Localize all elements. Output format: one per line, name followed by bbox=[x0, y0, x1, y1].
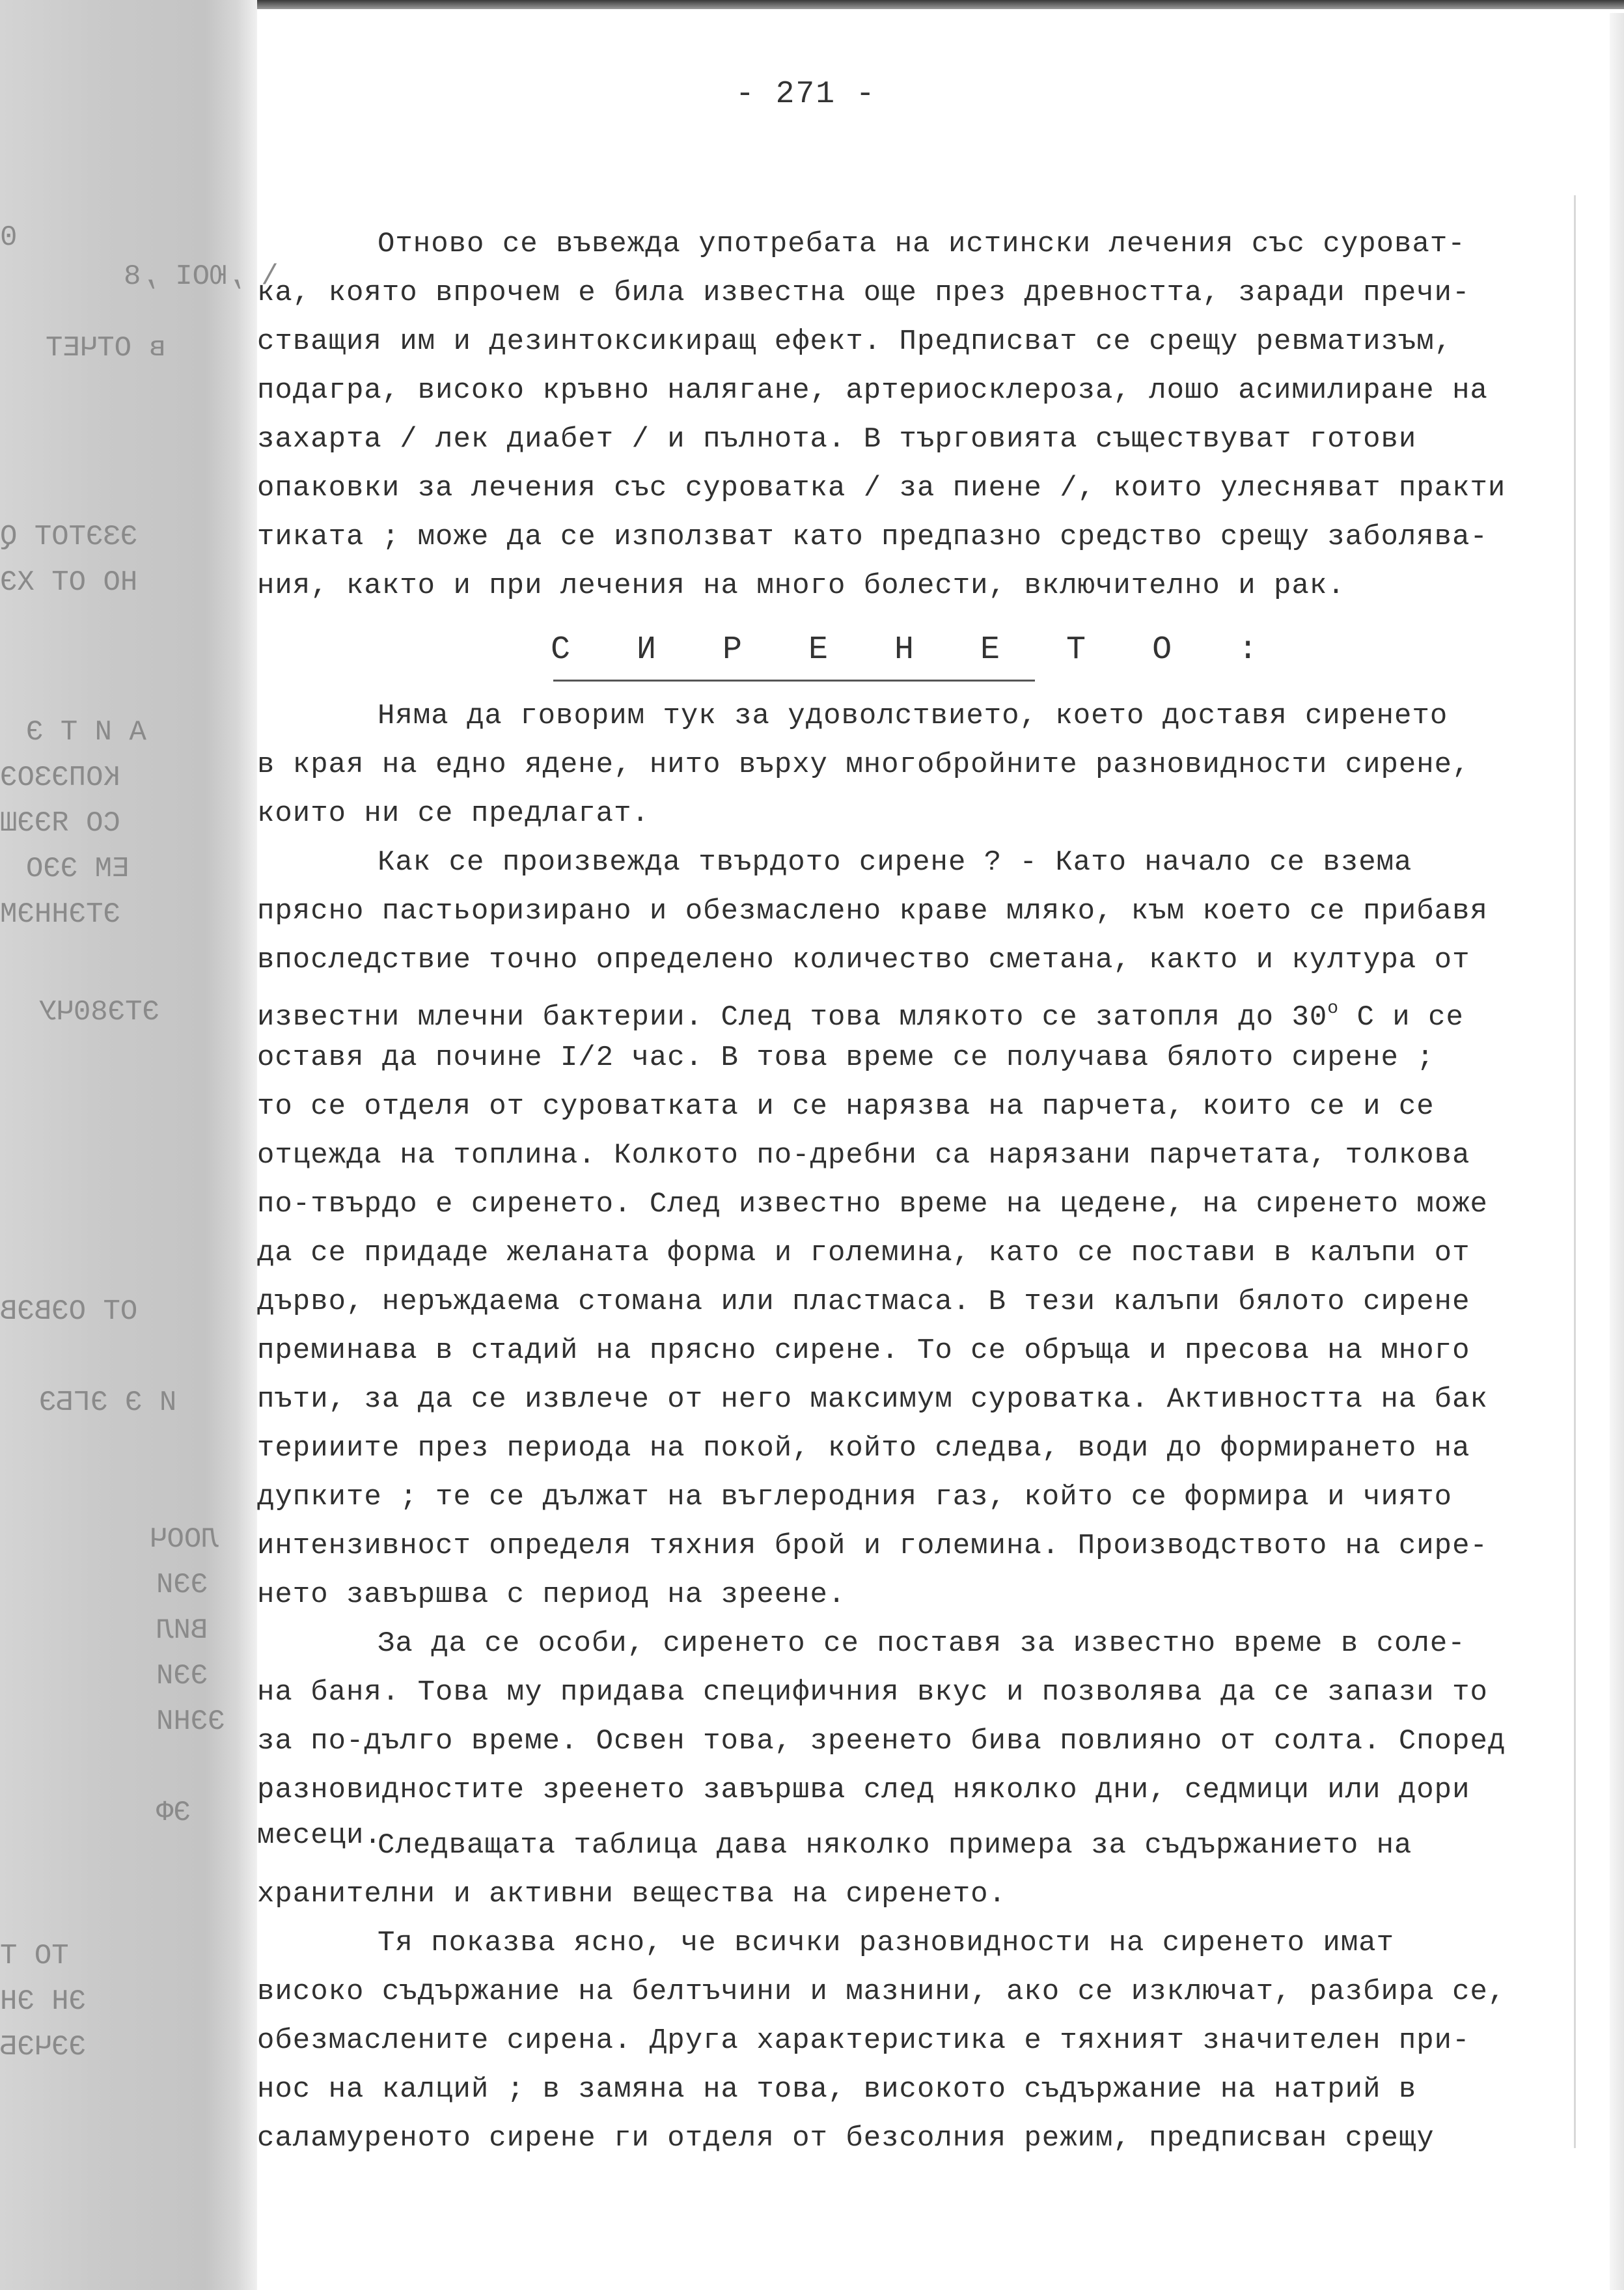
text-line: саламуреното сирене ги отделя от безсолния режим, предписван срещу bbox=[257, 2122, 1435, 2155]
text-line: по-твърдо е сиренето. След известно време на цедене, на сиренето може bbox=[257, 1188, 1488, 1221]
bleed-line: ТО Т bbox=[0, 1940, 69, 1972]
text-line: хранителни и активни вещества на сиренето. bbox=[257, 1878, 1006, 1911]
bleed-line: ЭЗЭТОТ Q bbox=[0, 521, 138, 553]
bleed-line: ВИЛ bbox=[156, 1614, 208, 1647]
text-line: ка, която впрочем е била известна още през древността, заради пречи- bbox=[257, 277, 1470, 309]
bleed-line: ЭТЭННЭМ bbox=[0, 898, 120, 931]
bleed-line: ЭЭЧЭБ bbox=[0, 2031, 87, 2063]
text-line: високо съдържание на белтъчини и мазнини, ако се изключат, разбира се, bbox=[257, 1976, 1506, 2008]
text-line: в края на едно ядене, нито върху многобройните разновидности сирене, bbox=[257, 749, 1470, 781]
text-line: нос на калций ; в замяна на това, високото съдържание на натрий в bbox=[257, 2073, 1417, 2106]
text-line: отцежда на топлина. Колкото по-дребни са нарязани парчетата, толкова bbox=[257, 1139, 1470, 1172]
bleed-line: ЭН ЭН bbox=[0, 1985, 87, 2018]
text-line: които ни се предлагат. bbox=[257, 797, 650, 830]
text-line: ния, както и при лечения на много болести, включително и рак. bbox=[257, 570, 1345, 602]
bleed-line: КОПЭЗОЭ bbox=[0, 762, 120, 794]
text-line: разновидностите зреенето завършва след няколко дни, седмици или дори bbox=[257, 1774, 1470, 1806]
text-line: тиката ; може да се използват като предпазно средство срещу заболява- bbox=[257, 521, 1488, 553]
text-line: Следващата таблица дава няколко примера за съдържанието на bbox=[378, 1829, 1412, 1862]
text-line: интензивност определя тяхния брой и големина. Производството на сире- bbox=[257, 1530, 1488, 1562]
text-line: подагра, високо кръвно налягане, артериосклероза, лошо асимилиране на bbox=[257, 374, 1488, 407]
text-line: за по-дълго време. Освен това, зреенето бива повлияно от солта. Според bbox=[257, 1725, 1506, 1758]
text-line: Тя показва ясно, че всички разновидности на сиренето имат bbox=[378, 1927, 1395, 1959]
bleed-line: ЕМ ЭЭО bbox=[26, 853, 130, 885]
bleed-line: в ОТЧЕТ bbox=[46, 332, 166, 365]
text-line: стващия им и дезинтоксикиращ ефект. Предписват се срещу ревматизъм, bbox=[257, 325, 1453, 358]
bleed-line: И Э ЭГБЭ bbox=[39, 1386, 177, 1419]
text-line: Няма да говорим тук за удоволствието, което доставя сиренето bbox=[378, 700, 1448, 732]
text-line: захарта / лек диабет / и пълнота. В търговията съществуват готови bbox=[257, 423, 1417, 456]
heading-underline bbox=[553, 680, 1035, 682]
text-line: дърво, неръждаема стомана или пластмаса. В тези калъпи бялото сирене bbox=[257, 1286, 1470, 1318]
bleed-line: ЛООЧ bbox=[150, 1523, 219, 1556]
bleed-line: ЭЭИ bbox=[156, 1660, 208, 1692]
text-line: на баня. Това му придава специфичния вкус и позволява да се запази то bbox=[257, 1676, 1488, 1709]
text-line: Как се произвежда твърдото сирене ? - Като начало се взема bbox=[378, 846, 1412, 879]
text-line: терииите през периода на покой, който следва, води до формирането на bbox=[257, 1432, 1470, 1465]
page-number: - 271 - bbox=[736, 77, 876, 112]
section-heading: С И Р Е Н Е Т О : bbox=[551, 631, 1282, 669]
text-line: преминава в стадий на прясно сирене. То се обръща и пресова на много bbox=[257, 1334, 1470, 1367]
text-line: впоследствие точно определено количество сметана, както и култура от bbox=[257, 944, 1470, 976]
text-line: обезмаслените сирена. Друга характеристика е тяхният значителен при- bbox=[257, 2024, 1470, 2057]
text-line: оставя да почине I/2 час. В това време се получава бялото сирене ; bbox=[257, 1042, 1435, 1074]
bleed-line: ЭТЭ80ЧУ bbox=[39, 996, 159, 1028]
text-line: пъти, за да се извлече от него максимум суроватка. Активността на бак bbox=[257, 1383, 1488, 1416]
text-line: Отново се въвежда употребата на истински лечения със суроват- bbox=[378, 228, 1466, 260]
bleed-line: А И Т Э bbox=[26, 716, 146, 749]
bleed-line: ОТ ОЭВЭВ bbox=[0, 1295, 138, 1328]
text-line: то се отделя от суроватката и се нарязва на парчета, които се и се bbox=[257, 1090, 1435, 1123]
bleed-line: \ ,ЮОI ,8 bbox=[124, 260, 279, 293]
text-line bbox=[257, 989, 1464, 1037]
text-segment: известни млечни бактерии. След това млякото се затопля до 30 bbox=[257, 1001, 1328, 1034]
degree-mark: о bbox=[1327, 999, 1340, 1019]
bleed-line: НО ОТ ХЭ bbox=[0, 566, 138, 599]
text-line: опаковки за лечения със суроватка / за пиене /, които улесняват практи bbox=[257, 472, 1506, 504]
text-line: дупките ; те се дължат на въглеродния газ, който се формира и чиято bbox=[257, 1481, 1453, 1513]
text-line: да се придаде желаната форма и големина, като се постави в калъпи от bbox=[257, 1237, 1470, 1269]
bleed-line: ЭЭИ bbox=[156, 1569, 208, 1601]
text-line: прясно пастьоризирано и обезмаслено краве мляко, към което се прибавя bbox=[257, 895, 1488, 928]
bleed-line: ЭФ bbox=[156, 1797, 191, 1829]
text-line: нето завършва с период на зреене. bbox=[257, 1579, 846, 1611]
bleed-line: ЭЭНИ bbox=[156, 1705, 225, 1738]
text-segment: С и се bbox=[1356, 1001, 1464, 1034]
text-line: За да се особи, сиренето се поставя за известно време в соле- bbox=[378, 1627, 1466, 1660]
bleed-line: 0 bbox=[0, 221, 18, 254]
bleed-line: СО ЯЭЭШ bbox=[0, 807, 120, 840]
text-line: месеци. bbox=[257, 1819, 382, 1852]
